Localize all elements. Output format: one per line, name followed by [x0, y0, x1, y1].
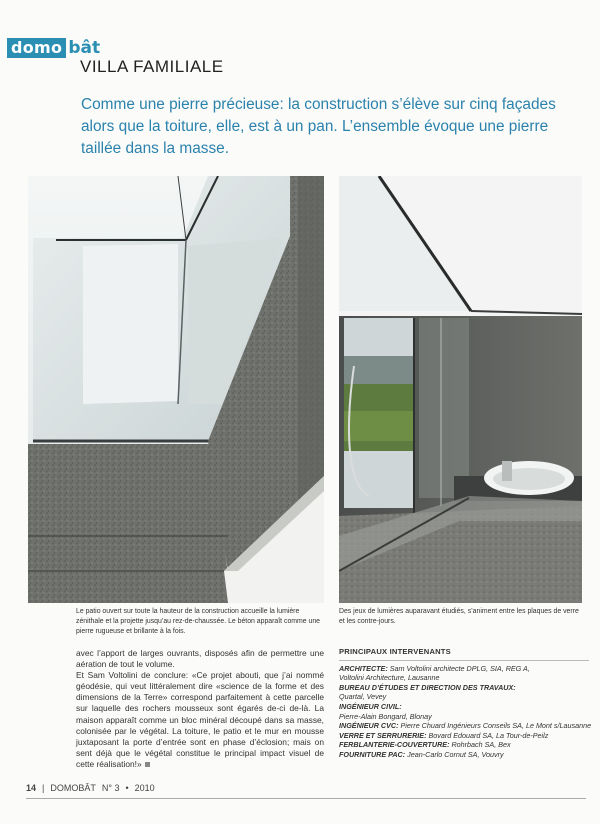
- footer-issue: N° 3: [101, 783, 120, 793]
- footer-rule: [26, 798, 586, 799]
- credit-item: BUREAU D’ÉTUDES ET DIRECTION DES TRAVAUX:: [339, 682, 516, 692]
- patio-photo: [28, 176, 324, 603]
- credit-item: Voltolini Architecture, Lausanne: [339, 673, 440, 683]
- credit-item: FERBLANTERIE-COUVERTURE: Rohrbach SA, Bex: [339, 740, 511, 750]
- body-paragraph-1: avec l’apport de larges ouvrants, disposés afin de permettre une aération de tout le volume.: [76, 648, 324, 670]
- body-paragraph-2: [76, 670, 324, 770]
- credit-item: FOURNITURE PAC: Jean-Carlo Cornut SA, Vouvry: [339, 749, 504, 759]
- footer-magazine: DOMOBÂT: [50, 783, 96, 793]
- end-of-article-icon: [145, 762, 150, 767]
- footer-year: 2010: [134, 783, 155, 793]
- credit-item: INGÉNIEUR CIVIL:: [339, 701, 402, 711]
- caption-patio: Le patio ouvert sur toute la hauteur de la construction accueille la lumière zénithale et la projette jusqu’au rez-de-chaussée. Le béton apparaît comme une pierre rugueuse et brillante à la fois.: [76, 608, 321, 635]
- logo-domo: domo: [7, 38, 66, 58]
- lede-paragraph: Comme une pierre précieuse: la construction s’élève sur cinq façades alors que la toiture, elle, est à un pan. L’ensemble évoque une pierre taillée dans la masse.: [81, 96, 556, 157]
- credit-item: INGÉNIEUR CVC: Pierre Chuard Ingénieurs Conseils SA, Le Mont s/Lausanne: [339, 721, 592, 731]
- logo-bat: bât: [68, 38, 101, 58]
- section-title: VILLA FAMILIALE: [80, 57, 224, 76]
- page-number: 14: [26, 783, 37, 793]
- page-footer: [26, 783, 586, 793]
- caption-bathroom: Des jeux de lumières auparavant étudiés, s’animent entre les plaques de verre et les contre-jours.: [339, 608, 579, 625]
- credit-item: VERRE ET SERRURERIE: Bovard Edouard SA, La Tour-de-Peilz: [339, 730, 549, 740]
- credit-item: Pierre-Alain Bongard, Blonay: [339, 711, 432, 721]
- footer-divider: |: [42, 783, 45, 793]
- credits-list: [339, 663, 592, 760]
- body-paragraph-2-text: Et Sam Voltolini de conclure: «Ce projet abouti, que j’ai nommé géodésie, qui veut littéralement dire «science de la forme et des dimensions de la Terre» correspond parfaitement à cette parcelle sur laquelle des rochers mousseux sont égarés de-ci de-là. La maison apparaît comme un bloc minéral découpé dans sa masse, colonisée par le végétal. La toiture, le patio et le mur en mousse juxtaposant la porte d’entrée sont en phase d’éclosion; mais on sent déjà que le végétal constitue le principal impact visuel de cette réalisation!»: [76, 670, 324, 769]
- credit-item: Quartal, Vevey: [339, 692, 387, 702]
- credits-heading: PRINCIPAUX INTERVENANTS: [339, 647, 589, 661]
- credit-item: ARCHITECTE: Sam Voltolini architecte DPLG, SIA, REG A,: [339, 663, 530, 673]
- magazine-logo: [7, 38, 100, 58]
- footer-bullet: •: [125, 783, 129, 793]
- credits-box: [339, 647, 592, 760]
- article-body: [76, 648, 324, 770]
- bathroom-photo: [339, 176, 582, 603]
